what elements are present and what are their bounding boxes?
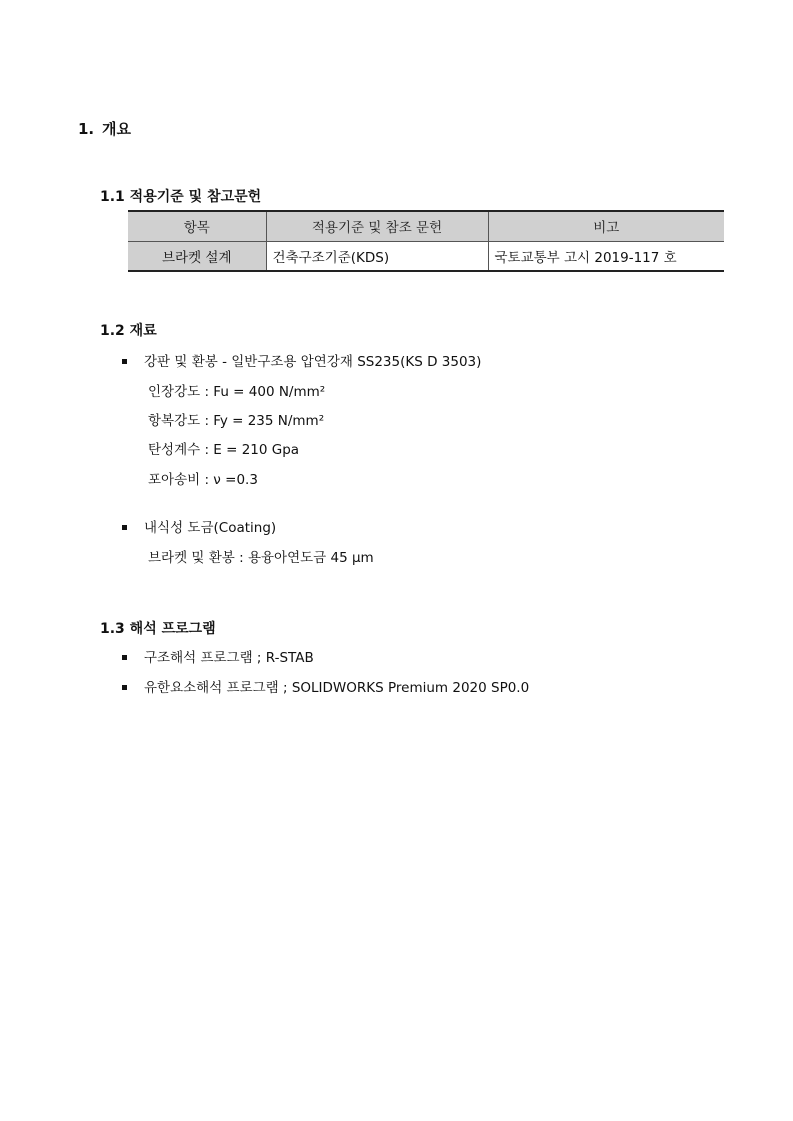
- table-header-cell: 비고: [488, 211, 724, 241]
- material-property-line: 포아송비 : ν =0.3: [148, 472, 258, 488]
- material-property-line: 항복강도 : Fy = 235 N/mm²: [148, 413, 325, 429]
- material-property-line: 인장강도 : Fu = 400 N/mm²: [148, 384, 326, 400]
- list-item: [122, 516, 276, 536]
- subsection-heading-materials: 1.2 재료: [100, 323, 157, 339]
- coating-line: 브라켓 및 환봉 : 용융아연도금 45 μm: [148, 550, 374, 566]
- bullet-icon: [122, 685, 127, 690]
- section-number: 1.: [78, 120, 95, 138]
- bullet-icon: [122, 359, 127, 364]
- list-item-text: 강판 및 환봉 - 일반구조용 압연강재 SS235(KS D 3503): [144, 354, 482, 370]
- bullet-icon: [122, 525, 127, 530]
- table-cell: 브라켓 설계: [128, 241, 266, 271]
- list-item: [122, 676, 529, 696]
- table-header-cell: 적용기준 및 참조 문헌: [266, 211, 488, 241]
- list-item-text: 내식성 도금(Coating): [144, 520, 277, 536]
- material-property-line: 탄성계수 : E = 210 Gpa: [148, 442, 300, 458]
- table-row: [128, 241, 724, 271]
- subsection-heading-programs: 1.3 해석 프로그램: [100, 621, 216, 637]
- section-title: 개요: [102, 120, 131, 138]
- bullet-icon: [122, 655, 127, 660]
- subsection-heading-standards: 1.1 적용기준 및 참고문헌: [100, 189, 262, 205]
- table-header-row: [128, 211, 724, 241]
- table-header-cell: 항목: [128, 211, 266, 241]
- table-cell: 국토교통부 고시 2019-117 호: [488, 241, 724, 271]
- table-cell: 건축구조기준(KDS): [266, 241, 488, 271]
- list-item: [122, 646, 314, 666]
- reference-table: [128, 210, 724, 272]
- list-item: [122, 350, 481, 370]
- list-item-text: 구조해석 프로그램 ; R-STAB: [144, 650, 314, 666]
- section-heading-overview: [78, 118, 131, 139]
- list-item-text: 유한요소해석 프로그램 ; SOLIDWORKS Premium 2020 SP0.0: [144, 680, 530, 696]
